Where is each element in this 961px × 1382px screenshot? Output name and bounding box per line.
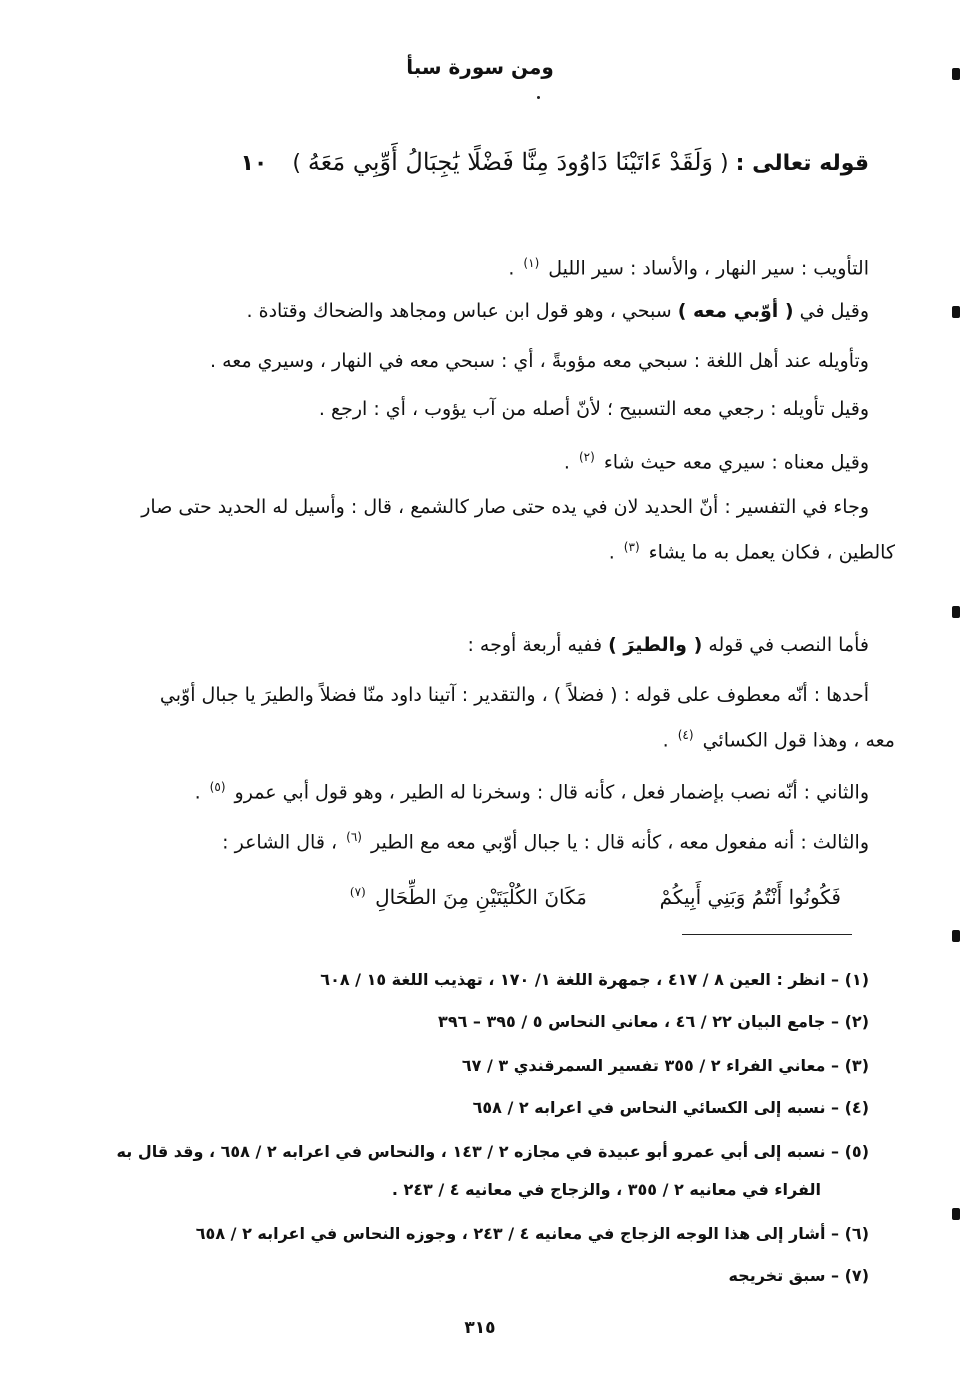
paragraph-text: كالطين ، فكان يعمل به ما يشاء <box>648 541 895 564</box>
paragraph-text: ففيه أربعة أوجه : <box>467 634 603 656</box>
footnote-ref: (٦) <box>346 830 362 844</box>
paragraph-end: . <box>608 541 615 564</box>
footnote-text: – معاني الفراء ٢ / ٣٥٥ تفسير السمرقندي ٣ / ٦٧ <box>461 1056 840 1075</box>
paragraph-line-2 <box>70 296 869 326</box>
footnote-4 <box>90 1094 869 1122</box>
paragraph-line-10 <box>70 720 895 755</box>
paragraph-text: وقيل في <box>799 300 869 322</box>
paragraph-end: . <box>508 257 515 280</box>
paragraph-text: معه ، وهذا قول الكسائي <box>702 729 895 752</box>
verse-text: وَلَقَدْ ءَاتَيْنَا دَاوُودَ مِنَّا فَضْلًا يَٰجِبَالُ أَوِّبِي مَعَهُ <box>307 148 714 176</box>
footnote-number: (١) <box>844 970 869 989</box>
paragraph-line-7 <box>70 532 895 567</box>
page-number: ٣١٥ <box>464 1318 496 1338</box>
paragraph-text: أحدها : أنّه معطوف على قوله : ( فضلاً ) ، والتقدير : آتينا داود منّا فضلاً والطيرَ يا جبال أوّبي <box>159 684 869 706</box>
footnote-ref: (٥) <box>209 780 226 794</box>
footnote-number: (٥) <box>844 1142 869 1161</box>
paragraph-end: . <box>194 781 201 804</box>
footnote-6 <box>90 1220 869 1248</box>
poem-hemistich-1: فَكُونُوا أَنْتُمُ وَبَنِي أَبِيكُمْ <box>659 884 841 909</box>
footnote-ref: (٣) <box>623 540 640 554</box>
footnote-number: (٤) <box>844 1098 869 1117</box>
paragraph-line-9 <box>70 680 869 710</box>
verse-open-paren: ( <box>720 151 729 176</box>
footnote-5 <box>90 1138 869 1166</box>
paragraph-text: وجاء في التفسير : أنّ الحديد لان في يده حتى صار كالشمع ، قال : وأسيل له الحديد حتى صار <box>141 496 869 518</box>
quoted-term: ( والطيرَ ) <box>608 634 703 656</box>
paragraph-line-4 <box>70 394 869 424</box>
footnote-text: الفراء في معانيه ٢ / ٣٥٥ ، والزجاج في معانيه ٤ / ٢٤٣ . <box>391 1180 821 1199</box>
paragraph-line-6 <box>70 492 869 522</box>
footnote-text: – جامع البيان ٢٢ / ٤٦ ، معاني النحاس ٥ / ٣٩٥ – ٣٩٦ <box>438 1012 840 1031</box>
paragraph-text: والثاني : أنّه نصب بإضمار فعل ، كأنه قال : وسخرنا له الطير ، وهو قول أبي عمرو <box>234 781 869 804</box>
binding-mark <box>952 1208 960 1220</box>
footnote-1 <box>90 966 869 994</box>
paragraph-text: سبحي ، وهو قول ابن عباس ومجاهد والضحاك وقتادة . <box>246 300 672 322</box>
footnote-number: (٧) <box>844 1266 869 1285</box>
footnote-text: – انظر : العين ٨ / ٤١٧ ، جمهرة اللغة ١/ ١٧٠ ، تهذيب اللغة ١٥ / ٦٠٨ <box>320 970 840 989</box>
paragraph-text: وقيل معناه : سيري معه حيث شاء <box>603 451 869 474</box>
paragraph-text: والثالث : أنه مفعول معه ، كأنه قال : يا جبال أوّبي معه مع الطير <box>371 831 869 854</box>
footnote-ref: (٤) <box>677 728 694 742</box>
paragraph-line-3 <box>70 346 869 376</box>
binding-mark <box>952 68 960 80</box>
footnote-number: (٦) <box>844 1224 869 1243</box>
poem-verse <box>270 872 841 917</box>
footnote-5-continued <box>90 1176 821 1204</box>
paragraph-end: . <box>662 729 669 752</box>
paragraph-line-12 <box>70 822 869 857</box>
verse-close-paren: ) <box>292 151 301 176</box>
paragraph-end: ، قال الشاعر : <box>222 831 338 854</box>
ink-speck <box>537 96 540 99</box>
paragraph-end: . <box>563 451 570 474</box>
verse-number: ١٠ <box>240 151 268 176</box>
binding-mark <box>952 930 960 942</box>
footnote-7 <box>90 1262 869 1290</box>
footnote-text: – نسبه إلى أبي عمرو أبو عبيدة في مجازه ٢ / ١٤٣ ، والنحاس في اعرابه ٢ / ٦٥٨ ، وقد قال به <box>116 1142 840 1161</box>
quoted-term: ( أوّبي معه ) <box>677 300 794 322</box>
footnote-3 <box>90 1052 869 1080</box>
footnote-text: – أشار إلى هذا الوجه الزجاج في معانيه ٤ / ٢٤٣ ، وجوزه النحاس في اعرابه ٢ / ٦٥٨ <box>195 1224 840 1243</box>
chapter-header: ومن سورة سبأ <box>406 55 554 79</box>
binding-mark <box>952 306 960 318</box>
paragraph-line-8 <box>70 630 869 660</box>
paragraph-text: التأويب : سير النهار ، والأساد : سير الليل <box>548 257 869 280</box>
paragraph-line-5 <box>70 442 869 477</box>
footnote-number: (٣) <box>844 1056 869 1075</box>
footnote-ref: (٢) <box>578 450 595 464</box>
paragraph-text: فأما النصب في قوله <box>708 634 869 656</box>
paragraph-text: وقيل تأويله : رجعي معه التسبيح ؛ لأنّ أصله من آب يؤوب ، أي : ارجع . <box>318 398 869 420</box>
footnote-text: – سبق تخريجه <box>728 1266 840 1285</box>
poem-hemistich-2: مَكَانَ الكُلْيَتَيْنِ مِنَ الطِّحَالِ <box>375 884 587 909</box>
paragraph-line-11 <box>70 772 869 807</box>
footnote-number: (٢) <box>844 1012 869 1031</box>
footnote-ref: (٧) <box>349 885 366 899</box>
footnote-text: – نسبه إلى الكسائي النحاس في اعرابه ٢ / ٦٥٨ <box>472 1098 840 1117</box>
binding-mark <box>952 606 960 618</box>
footnote-separator <box>682 934 852 935</box>
paragraph-line-1 <box>70 248 869 283</box>
footnote-2 <box>90 1008 869 1036</box>
paragraph-text: وتأويله عند أهل اللغة : سبحي معه مؤوبةً ، أي : سبحي معه في النهار ، وسيري معه . <box>210 350 869 372</box>
verse-line <box>240 140 869 186</box>
verse-label: قوله تعالى : <box>735 151 869 176</box>
footnote-ref: (١) <box>523 256 540 270</box>
